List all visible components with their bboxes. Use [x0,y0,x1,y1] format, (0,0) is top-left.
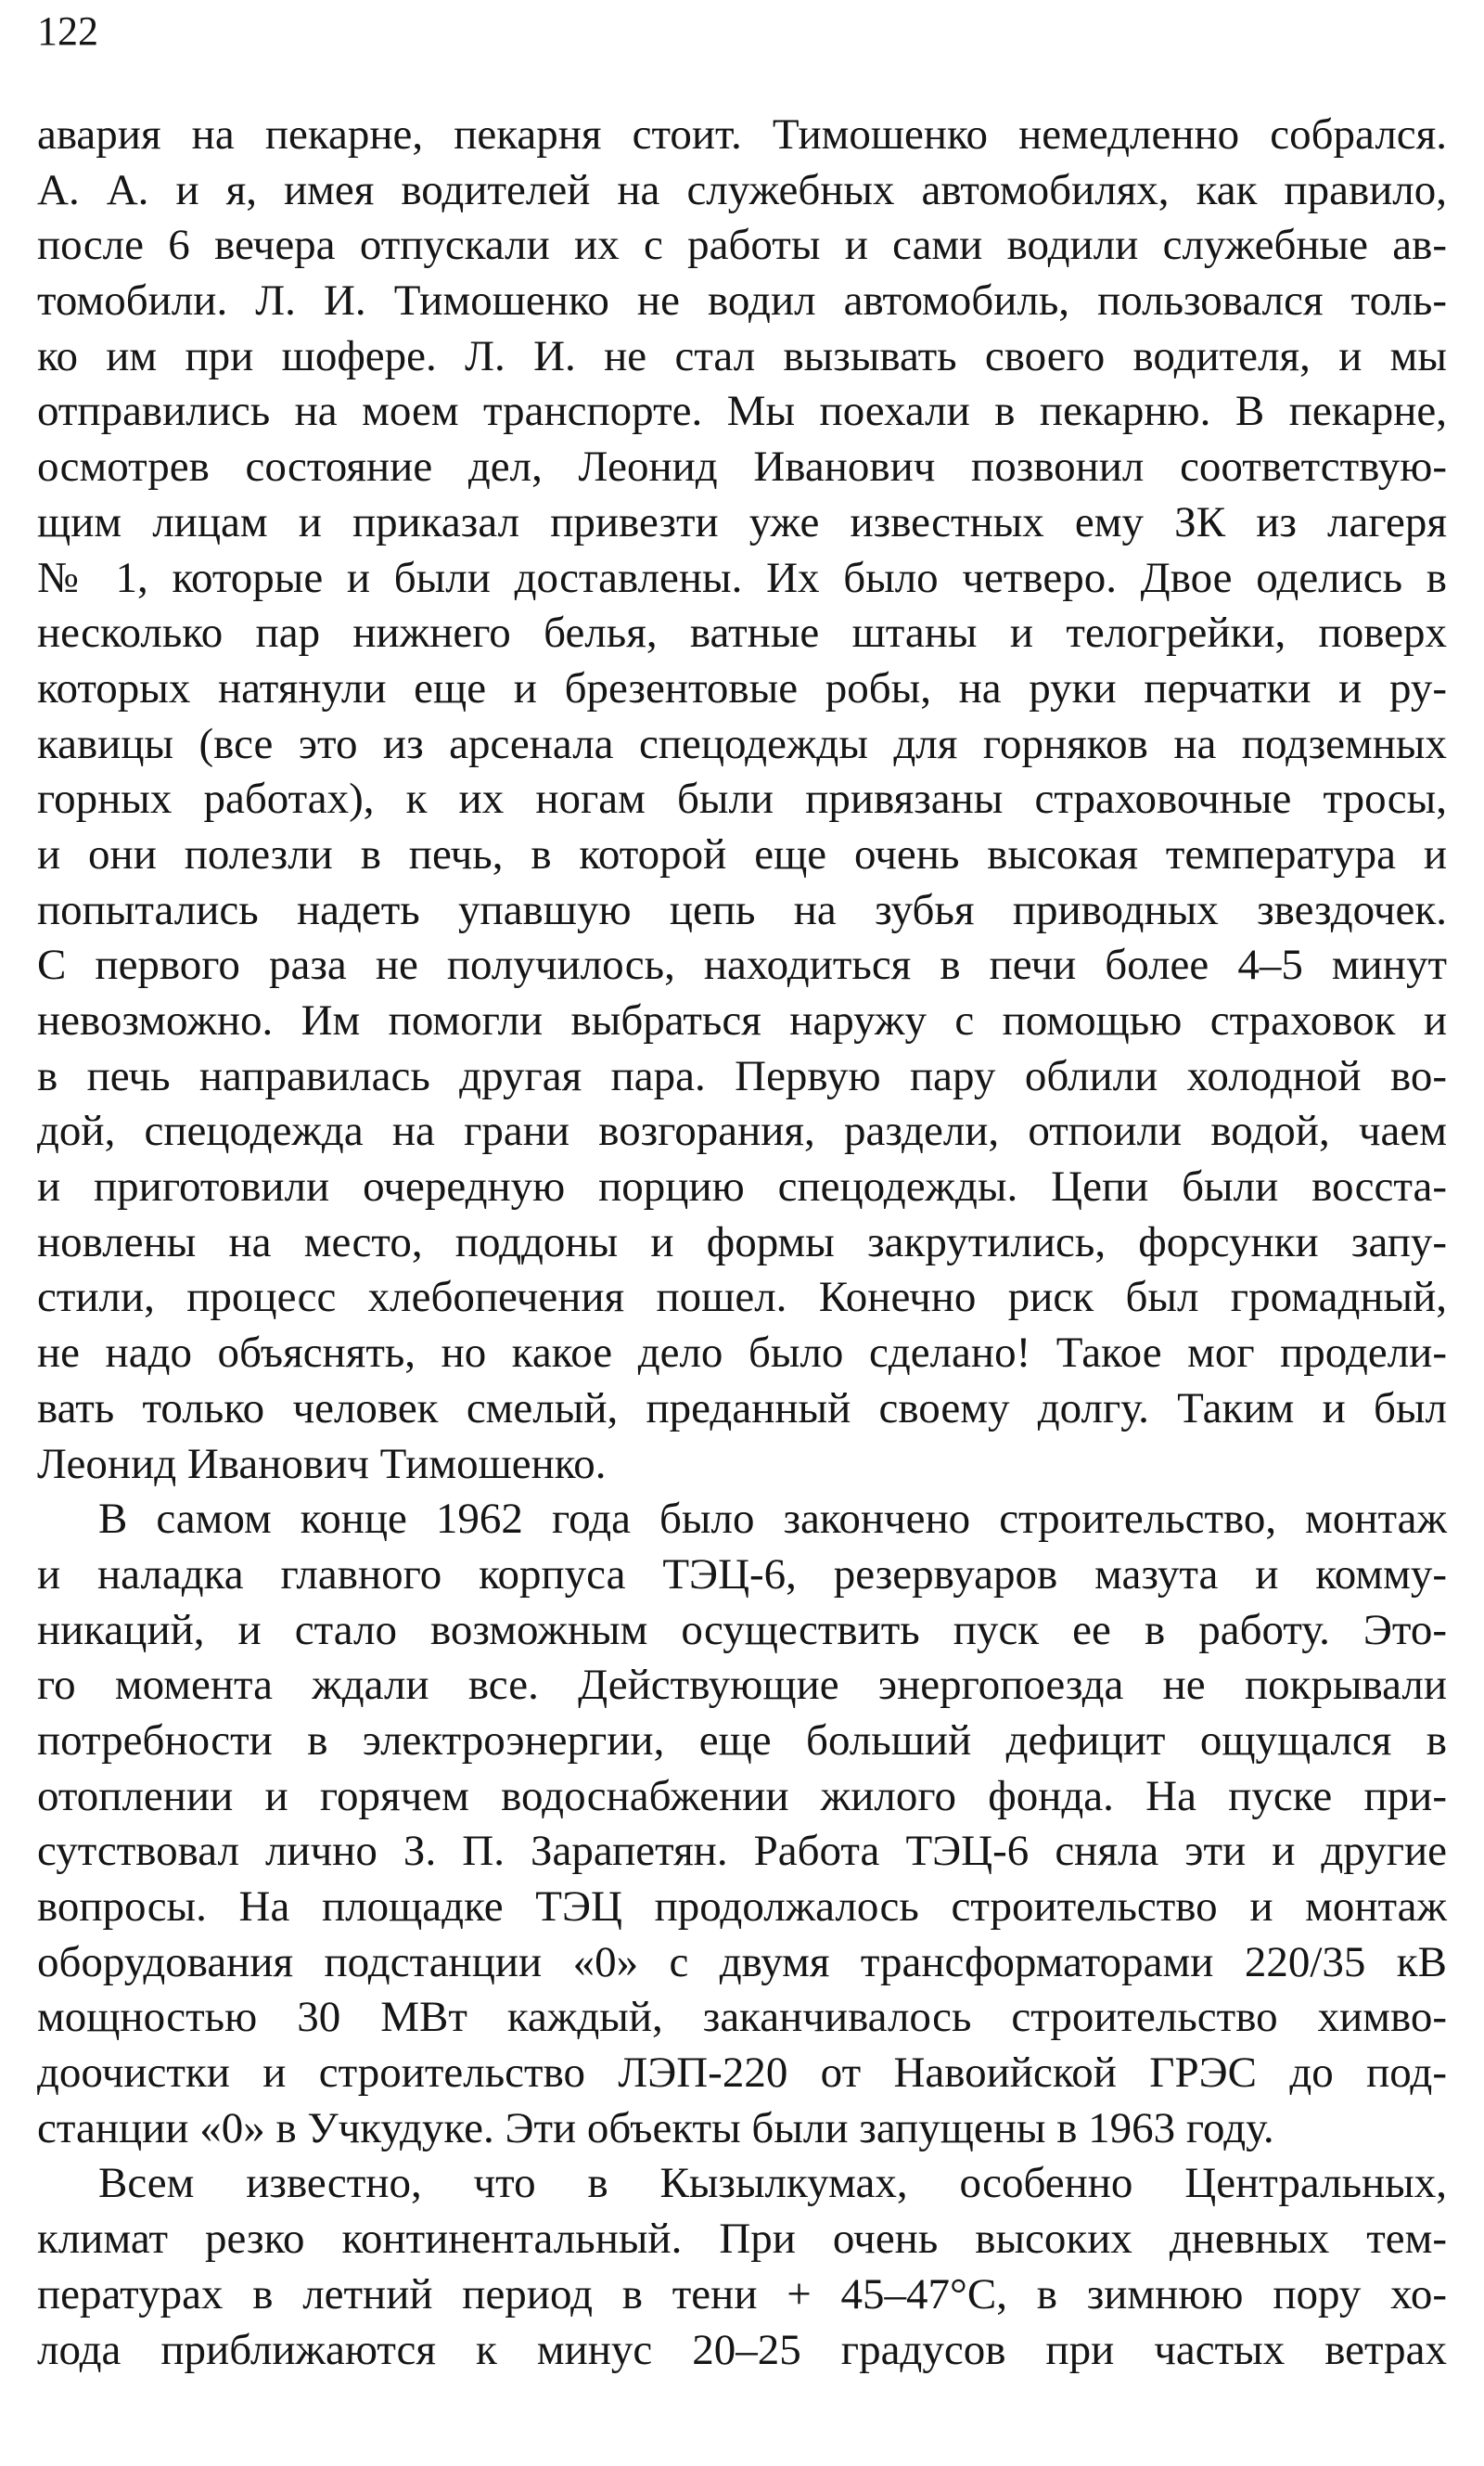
paragraph-1-line-13: горных работах), к их ногам были привязаны страховочные тросы, [37,775,1447,824]
paragraph-1-line-6: отправились на моем транспорте. Мы поехали в пекарню. В пекарне, [37,387,1447,436]
paragraph-1-line-24: вать только человек смелый, преданный своему долгу. Таким и был [37,1383,1447,1432]
paragraph-2-line-12: станции «0» в Учкудуке. Эти объекты были запущены в 1963 году. [37,2103,1274,2152]
paragraph-2-line-5: потребности в электроэнергии, еще больший дефицит ощущался в [37,1715,1447,1765]
paragraph-1-line-2: А. А. и я, имея водителей на служебных автомобилях, как правило, [37,165,1447,214]
paragraph-2-line-3: никаций, и стало возможным осуществить пуск ее в работу. Это- [37,1605,1447,1654]
paragraph-2-line-4: го момента ждали все. Действующие энергопоезда не покрывали [37,1661,1447,1710]
paragraph-3-line-2: климат резко континентальный. При очень высоких дневных тем- [37,2215,1447,2264]
paragraph-1-line-21: новлены на место, поддоны и формы закрутились, форсунки запу- [37,1217,1447,1266]
paragraph-2-line-1: В самом конце 1962 года было закончено строительство, монтаж [98,1495,1447,1544]
paragraph-1-line-14: и они полезли в печь, в которой еще очень высокая температура и [37,829,1447,879]
paragraph-1-line-4: томобили. Л. И. Тимошенко не водил автомобиль, пользовался толь- [37,276,1447,326]
page-number: 122 [37,8,98,54]
paragraph-2-line-9: оборудования подстанции «0» с двумя трансформаторами 220/35 кВ [37,1937,1447,1986]
paragraph-1-line-12: кавицы (все это из арсенала спецодежды для горняков на подземных [37,719,1447,768]
paragraph-2-line-2: и наладка главного корпуса ТЭЦ-6, резервуаров мазута и комму- [37,1549,1447,1599]
paragraph-1-line-9: № 1, которые и были доставлены. Их было четверо. Двое оделись в [37,553,1447,602]
paragraph-1-line-10: несколько пар нижнего белья, ватные штаны и телогрейки, поверх [37,609,1447,658]
paragraph-2-line-6: отоплении и горячем водоснабжении жилого фонда. На пуске при- [37,1771,1447,1820]
paragraph-1-line-17: невозможно. Им помогли выбраться наружу с помощью страховок и [37,996,1447,1045]
paragraph-1-line-1: авария на пекарне, пекарня стоит. Тимошенко немедленно собрался. [37,110,1447,159]
paragraph-1-line-25: Леонид Иванович Тимошенко. [37,1439,607,1488]
paragraph-1-line-16: С первого раза не получилось, находиться в печи более 4–5 минут [37,941,1447,990]
paragraph-3-line-1: Всем известно, что в Кызылкумах, особенно Центральных, [98,2159,1447,2208]
paragraph-1-line-15: попытались надеть упавшую цепь на зубья приводных звездочек. [37,885,1447,934]
paragraph-2-line-7: сутствовал лично З. П. Зарапетян. Работа ТЭЦ-6 сняла эти и другие [37,1827,1447,1876]
paragraph-1-line-23: не надо объяснять, но какое дело было сделано! Такое мог продели- [37,1329,1447,1378]
paragraph-1-line-18: в печь направилась другая пара. Первую пару облили холодной во- [37,1051,1447,1100]
paragraph-1-line-20: и приготовили очередную порцию спецодежды. Цепи были восста- [37,1162,1447,1212]
paragraph-2-line-10: мощностью 30 МВт каждый, заканчивалось строительство химво- [37,1993,1447,2042]
paragraph-1-line-22: стили, процесс хлебопечения пошел. Конечно риск был громадный, [37,1273,1447,1322]
paragraph-1-line-3: после 6 вечера отпускали их с работы и сами водили служебные ав- [37,221,1447,270]
paragraph-1-line-5: ко им при шофере. Л. И. не стал вызывать своего водителя, и мы [37,331,1447,380]
body-text [37,108,1447,2378]
paragraph-3-line-3: пературах в летний период в тени + 45–47°С, в зимнюю пору хо- [37,2269,1447,2318]
paragraph-1-line-8: щим лицам и приказал привезти уже известных ему ЗК из лагеря [37,497,1447,546]
paragraph-1-line-19: дой, спецодежда на грани возгорания, раздели, отпоили водой, чаем [37,1107,1447,1156]
paragraph-1-line-7: осмотрев состояние дел, Леонид Иванович позвонил соответствую- [37,443,1447,492]
paragraph-3-line-4: лода приближаются к минус 20–25 градусов при частых ветрах [37,2325,1447,2374]
paragraph-2-line-8: вопросы. На площадке ТЭЦ продолжалось строительство и монтаж [37,1882,1447,1931]
paragraph-2-line-11: доочистки и строительство ЛЭП-220 от Навоийской ГРЭС до под- [37,2049,1447,2098]
paragraph-1-line-11: которых натянули еще и брезентовые робы, на руки перчатки и ру- [37,663,1447,713]
